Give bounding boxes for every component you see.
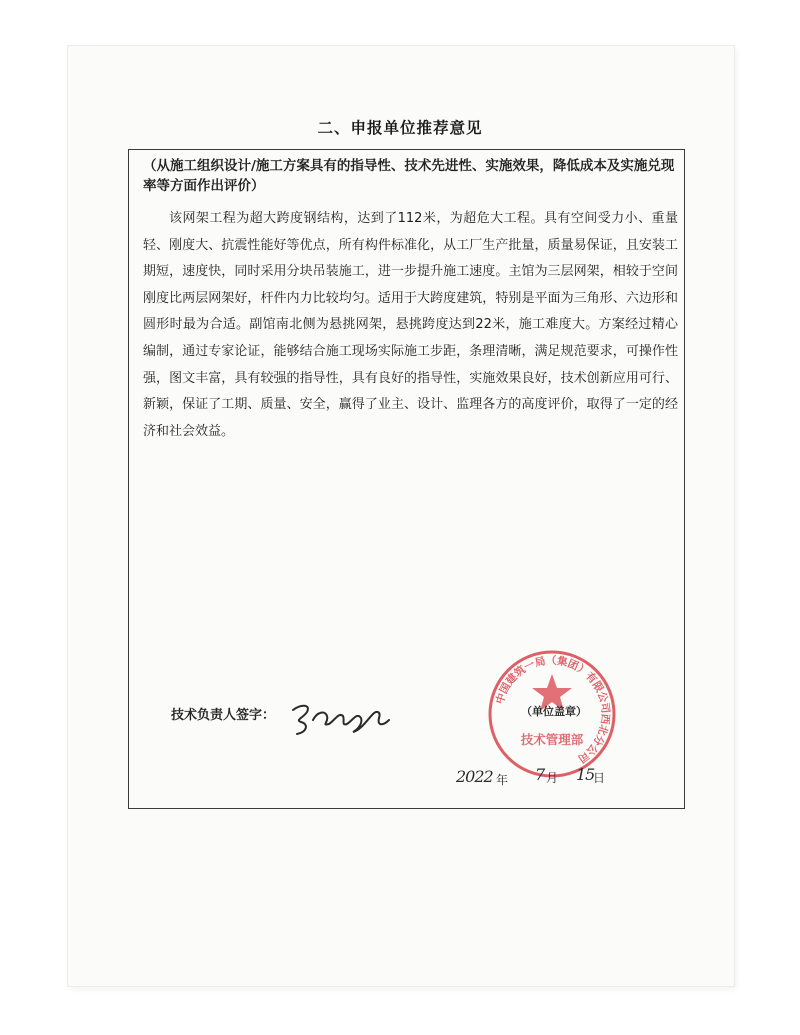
- seal-department-text: 技术管理部: [520, 732, 584, 747]
- section-title: 二、申报单位推荐意见: [317, 119, 483, 137]
- evaluation-instruction: （从施工组织设计/施工方案具有的指导性、技术先进性、实施效果，降低成本及实施兑现率等方面作出评价）: [143, 158, 675, 194]
- seal-ring-text: 中国建筑一局（集团）有限公司西北分公司: [493, 654, 612, 765]
- date-day-unit: 日: [593, 771, 606, 785]
- seal-caption: （单位盖章）: [521, 705, 587, 718]
- date-month-unit: 月: [546, 771, 559, 785]
- date-day: 15: [576, 765, 595, 784]
- date-month: 7: [535, 765, 546, 784]
- signature-label: 技术负责人签字：: [171, 708, 276, 723]
- date-year-unit: 年: [496, 773, 509, 787]
- handwritten-signature: [287, 690, 397, 740]
- recommendation-text: 该网架工程为超大跨度钢结构，达到了112米，为超危大工程。具有空间受力小、重量轻、刚度大、抗震性能好等优点，所有构件标准化，从工厂生产批量，质量易保证，且安装工期短，速度快，同时采用分块吊装施工，进一步提升施工速度。主馆为三层网架，相较于空间刚度比两层网架好，杆件内力比较均匀。适用于大跨度建筑，特别是平面为三角形、六边形和圆形时最为合适。副馆南北侧为悬挑网架，悬挑跨度达到22米，施工难度大。方案经过精心编制，通过专家论证，能够结合施工现场实际施工步距，条理清晰，满足规范要求，可操作性强，图文丰富，具有较强的指导性，具有良好的指导性，实施效果良好，技术创新应用可行、新颖，保证了工期、质量、安全，赢得了业主、设计、监理各方的高度评价，取得了一定的经济和社会效益。: [143, 211, 678, 439]
- date-year: 2022: [456, 767, 493, 786]
